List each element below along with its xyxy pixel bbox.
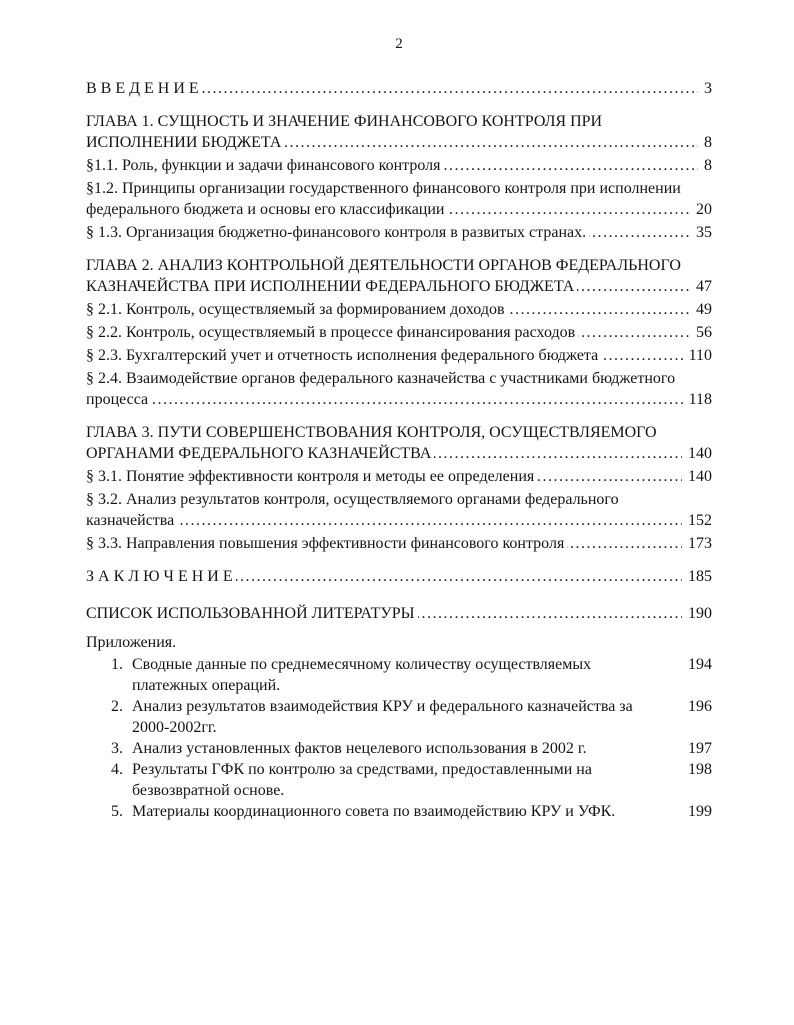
toc-entry-title: В В Е Д Е Н И Е bbox=[86, 80, 202, 97]
toc-entry-page: 56 bbox=[690, 322, 712, 343]
toc-entry-title: § 3.1. Понятие эффективности контроля и методы ее определения bbox=[86, 468, 537, 485]
toc-entry-page: 185 bbox=[682, 566, 712, 587]
toc-entry-page: 35 bbox=[690, 222, 712, 243]
appendix-item-page: 198 bbox=[688, 761, 712, 778]
appendix-item-5 bbox=[111, 801, 712, 822]
appendix-item-page: 194 bbox=[688, 656, 712, 673]
toc-entry-title: § 1.3. Организация бюджетно-финансового контроля в развитых странах. bbox=[86, 224, 589, 241]
toc-entry-page: 20 bbox=[690, 199, 712, 220]
toc-entry-page: 140 bbox=[682, 443, 712, 464]
toc-entry-page: 8 bbox=[698, 155, 712, 176]
toc-entry-title: § 3.3. Направления повышения эффективности финансового контроля bbox=[86, 535, 567, 552]
appendix-item-number: 5. bbox=[111, 803, 123, 820]
toc-entry-page: 118 bbox=[683, 389, 712, 410]
toc-entry-section-2-1 bbox=[86, 299, 712, 320]
appendix-item-number: 3. bbox=[111, 740, 123, 757]
appendix-item-page: 199 bbox=[688, 803, 712, 820]
appendix-item-text: Результаты ГФК по контролю за средствами, предоставленными на безвозвратной основе. bbox=[132, 761, 592, 799]
toc-entry-title: ГЛАВА 3. ПУТИ СОВЕРШЕНСТВОВАНИЯ КОНТРОЛЯ, ОСУЩЕСТВЛЯЕМОГО ОРГАНАМИ ФЕДЕРАЛЬНОГО КАЗНАЧЕЙСТВА bbox=[86, 424, 657, 462]
toc-entry-section-1-1 bbox=[86, 155, 712, 176]
appendix-section bbox=[86, 632, 712, 822]
table-of-contents bbox=[86, 78, 712, 624]
toc-entry-chapter-2 bbox=[86, 255, 712, 297]
page-number: 2 bbox=[395, 36, 403, 52]
toc-entry-page: 49 bbox=[690, 299, 712, 320]
toc-entry-section-1-3 bbox=[86, 222, 712, 243]
toc-entry-page: 8 bbox=[698, 132, 712, 153]
toc-entry-title: § 2.4. Взаимодействие органов федерального казначейства с участниками бюджетного процесса bbox=[86, 370, 676, 408]
toc-entry-chapter-3 bbox=[86, 422, 712, 464]
toc-entry-conclusion bbox=[86, 566, 712, 587]
toc-entry-section-1-2 bbox=[86, 178, 712, 220]
appendix-item-page: 196 bbox=[688, 698, 712, 715]
toc-entry-section-2-4 bbox=[86, 368, 712, 410]
appendix-item-1 bbox=[111, 654, 712, 696]
toc-entry-page: 47 bbox=[690, 276, 712, 297]
appendix-item-page: 197 bbox=[688, 740, 712, 757]
toc-entry-page: 140 bbox=[682, 466, 712, 487]
toc-entry-bibliography bbox=[86, 603, 712, 624]
appendix-item-2 bbox=[111, 696, 712, 738]
toc-entry-title: СПИСОК ИСПОЛЬЗОВАННОЙ ЛИТЕРАТУРЫ bbox=[86, 605, 418, 622]
toc-entry-page: 173 bbox=[682, 533, 712, 554]
appendix-item-text: Сводные данные по среднемесячному количеству осуществляемых платежных операций. bbox=[132, 656, 592, 694]
appendix-heading: Приложения. bbox=[86, 634, 177, 651]
toc-entry-title: §1.2. Принципы организации государственного финансового контроля при исполнении федерального бюджета и основы его классификации bbox=[86, 180, 681, 218]
toc-entry-page: 190 bbox=[682, 603, 712, 624]
appendix-item-text: Анализ результатов взаимодействия КРУ и федерального казначейства за 2000-2002гг. bbox=[132, 698, 633, 736]
appendix-item-number: 2. bbox=[111, 698, 123, 715]
appendix-item-number: 4. bbox=[111, 761, 123, 778]
toc-entry-title: ГЛАВА 2. АНАЛИЗ КОНТРОЛЬНОЙ ДЕЯТЕЛЬНОСТИ ОРГАНОВ ФЕДЕРАЛЬНОГО КАЗНАЧЕЙСТВА ПРИ ИСПОЛНЕНИИ ФЕДЕРАЛЬНОГО БЮДЖЕТА bbox=[86, 257, 681, 295]
toc-entry-section-3-2 bbox=[86, 489, 712, 531]
toc-entry-title: § 2.3. Бухгалтерский учет и отчетность исполнения федерального бюджета bbox=[86, 347, 601, 364]
toc-entry-section-2-3 bbox=[86, 345, 712, 366]
appendix-item-3 bbox=[111, 738, 712, 759]
toc-entry-page: 3 bbox=[698, 78, 712, 99]
toc-entry-chapter-1 bbox=[86, 111, 712, 153]
appendix-item-text: Анализ установленных фактов нецелевого использования в 2002 г. bbox=[132, 740, 587, 757]
toc-entry-title: §1.1. Роль, функции и задачи финансового контроля bbox=[86, 157, 443, 174]
toc-entry-section-3-1 bbox=[86, 466, 712, 487]
appendix-item-text: Материалы координационного совета по взаимодействию КРУ и УФК. bbox=[132, 803, 616, 820]
toc-entry-title: § 3.2. Анализ результатов контроля, осуществляемого органами федерального казначейства bbox=[86, 491, 619, 529]
toc-entry-page: 110 bbox=[683, 345, 712, 366]
toc-entry-section-3-3 bbox=[86, 533, 712, 554]
appendix-item-number: 1. bbox=[111, 656, 123, 673]
appendix-item-4 bbox=[111, 759, 712, 801]
toc-entry-page: 152 bbox=[682, 510, 712, 531]
toc-entry-title: § 2.1. Контроль, осуществляемый за формированием доходов bbox=[86, 301, 508, 318]
toc-entry-title: ГЛАВА 1. СУЩНОСТЬ И ЗНАЧЕНИЕ ФИНАНСОВОГО КОНТРОЛЯ ПРИ ИСПОЛНЕНИИ БЮДЖЕТА bbox=[86, 113, 603, 151]
toc-entry-title: § 2.2. Контроль, осуществляемый в процессе финансирования расходов bbox=[86, 324, 578, 341]
toc-entry-section-2-2 bbox=[86, 322, 712, 343]
toc-entry-title: З А К Л Ю Ч Е Н И Е bbox=[86, 568, 236, 585]
toc-entry-introduction bbox=[86, 78, 712, 99]
